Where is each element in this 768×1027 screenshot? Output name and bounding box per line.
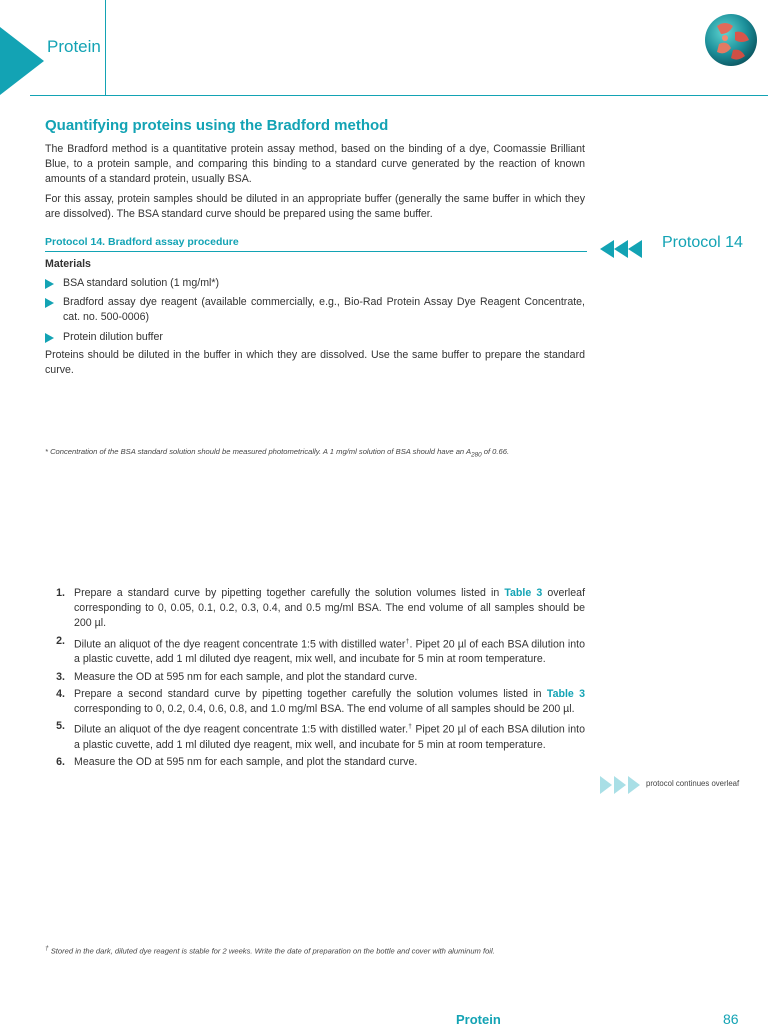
- materials-heading: Materials: [45, 258, 91, 270]
- triple-arrow-left-icon: [600, 240, 644, 258]
- footnote-dye-storage: † Stored in the dark, diluted dye reagent is stable for 2 weeks. Write the date of preparation on the bottle and cover with aluminum foil.: [45, 945, 495, 956]
- table-3-reference: Table 3: [546, 687, 586, 700]
- list-item: Protein dilution buffer: [45, 330, 585, 345]
- section-title: Quantifying proteins using the Bradford method: [45, 117, 389, 134]
- triangle-bullet-icon: [45, 279, 54, 289]
- header-divider-vertical: [105, 0, 106, 95]
- intro-paragraph-buffer: For this assay, protein samples should be diluted in an appropriate buffer (generally the same buffer in which they are dissolved). The BSA standard curve should be prepared using the same buffer.: [45, 193, 585, 221]
- triangle-bullet-icon: [45, 333, 54, 343]
- intro-paragraph: The Bradford method is a quantitative protein assay method, based on the binding of a dye, Coomassie Brilliant Blue, to a protein sample, and comparing this binding to a standard curve generated by the reaction of known amounts of a standard protein, usually BSA.: [45, 143, 585, 186]
- protocol-continues-note: protocol continues overleaf: [646, 779, 740, 788]
- list-item: Bradford assay dye reagent (available commercially, e.g., Bio-Rad Protein Assay Dye Reagent Concentrate, cat. no. 500-0006): [45, 295, 585, 325]
- dilution-note: Proteins should be diluted in the buffer in which they are dissolved. Use the same buffer to prepare the standard curve.: [45, 349, 585, 377]
- protein-globe-icon: [703, 12, 759, 68]
- table-3-reference: Table 3: [504, 587, 543, 599]
- procedure-step: 3. Measure the OD at 595 nm for each sample, and plot the standard curve.: [56, 670, 418, 683]
- procedure-step: 1. Prepare a standard curve by pipetting together carefully the solution volumes listed in Table 3 overleaf corresponding to 0, 0.05, 0.1, 0.2, 0.3, 0.4, and 0.5 mg/ml BSA. The end volume of all samples should be 200 µl.: [56, 587, 586, 630]
- protocol-heading: Protocol 14. Bradford assay procedure: [45, 236, 239, 248]
- list-item: BSA standard solution (1 mg/ml*): [45, 276, 585, 291]
- header-divider-horizontal: [30, 95, 768, 96]
- header-title: Protein: [47, 37, 101, 56]
- footnote-bsa-concentration: * Concentration of the BSA standard solution should be measured photometrically. A 1 mg/ml solution of BSA should have an $A_{280}$ of 0.66.: [45, 447, 510, 459]
- procedure-steps: [45, 586, 585, 772]
- procedure-step: 4. Prepare a second standard curve by pipetting together carefully the solution volumes listed in Table 3 corresponding to 0, 0.2, 0.4, 0.6, 0.8, and 1.0 mg/ml BSA. The end volume of all samples should be 200 µl.: [56, 687, 586, 715]
- materials-list: [45, 276, 585, 349]
- corner-triangle-icon: [0, 27, 44, 95]
- page-number: 86: [723, 1011, 739, 1027]
- footer-title: Protein: [456, 1012, 501, 1027]
- protocol-divider: [45, 251, 587, 252]
- procedure-step: 6. Measure the OD at 595 nm for each sample, and plot the standard curve.: [56, 756, 418, 769]
- triangle-bullet-icon: [45, 298, 54, 308]
- procedure-step: 2. Dilute an aliquot of the dye reagent concentrate 1:5 with distilled water†. Pipet 20 µl of each BSA dilution into a plastic cuvette, add 1 ml diluted dye reagent, mix well, and incubate for 5 min at room temperature.: [56, 634, 585, 666]
- procedure-step: 5. Dilute an aliquot of the dye reagent concentrate 1:5 with distilled water.† Pipet 20 µl of each BSA dilution into a plastic cuvette, add 1 ml diluted dye reagent, mix well, and incubate for 5 min at room temperature.: [56, 720, 585, 751]
- triple-arrow-right-icon: [600, 776, 642, 794]
- protocol-side-tag: Protocol 14: [662, 234, 743, 251]
